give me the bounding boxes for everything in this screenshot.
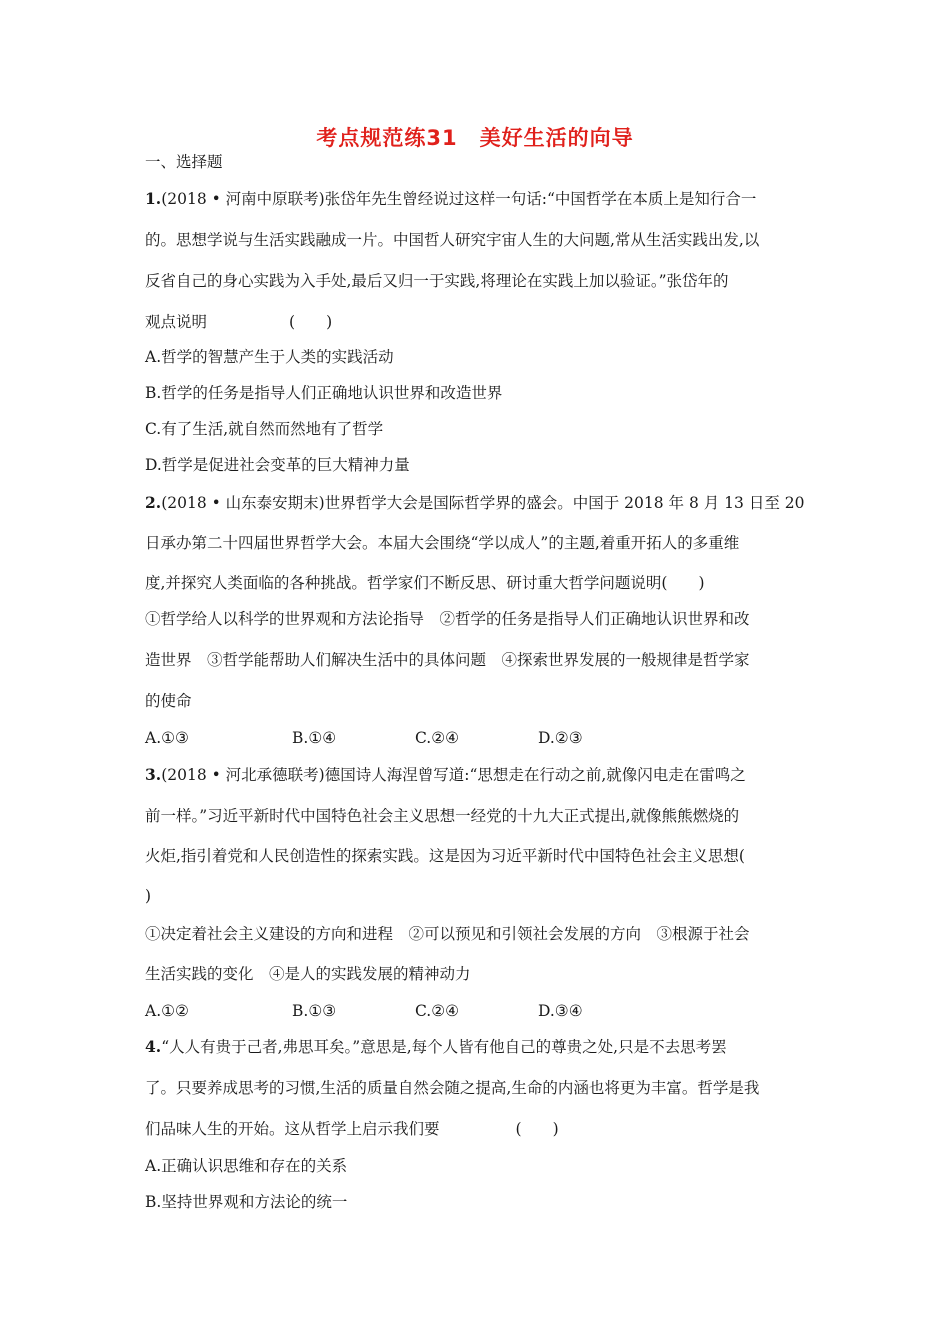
answer-bracket: ( ) [289, 313, 333, 331]
question-2-line-3: 度,并探究人类面临的各种挑战。哲学家们不断反思、研讨重大哲学问题说明( ) [145, 574, 705, 592]
question-1-option-d: D.哲学是促进社会变革的巨大精神力量 [145, 456, 410, 474]
question-2-line-2: 日承办第二十四届世界哲学大会。本届大会围绕“学以成人”的主题,着重开拓人的多重维 [145, 534, 740, 552]
question-4-option-a: A.正确认识思维和存在的关系 [145, 1157, 348, 1175]
question-3-number: 3. [145, 765, 162, 784]
question-4-number: 4. [145, 1037, 162, 1056]
question-3-option-a: A.①② [145, 1002, 189, 1020]
question-2-option-c: C.②④ [415, 729, 460, 747]
question-4-option-b: B.坚持世界观和方法论的统一 [145, 1193, 348, 1211]
question-2-option-b: B.①④ [292, 729, 337, 747]
question-2-option-d: D.②③ [538, 729, 583, 747]
question-1-option-a: A.哲学的智慧产生于人类的实践活动 [145, 348, 394, 366]
question-3-option-d: D.③④ [538, 1002, 583, 1020]
question-2-line-5: 造世界 ③哲学能帮助人们解决生活中的具体问题 ④探索世界发展的一般规律是哲学家 [145, 651, 750, 669]
question-1-line-4: 观点说明 ( ) [145, 313, 333, 331]
question-2-line-4: ①哲学给人以科学的世界观和方法论指导 ②哲学的任务是指导人们正确地认识世界和改 [145, 610, 750, 628]
question-3-line-3: 火炬,指引着党和人民创造性的探索实践。这是因为习近平新时代中国特色社会主义思想( [145, 847, 745, 865]
question-1-line-1: 1.(2018 • 河南中原联考)张岱年先生曾经说过这样一句话:“中国哲学在本质上是知行合一 [145, 189, 757, 208]
question-2-number: 2. [145, 493, 162, 512]
question-3-line-1: 3.(2018 • 河北承德联考)德国诗人海涅曾写道:“思想走在行动之前,就像闪电走在雷鸣之 [145, 765, 746, 784]
answer-bracket: ( ) [515, 1120, 559, 1138]
question-3-option-b: B.①③ [292, 1002, 337, 1020]
section-heading: 一、选择题 [145, 153, 223, 171]
question-1-line-2: 的。思想学说与生活实践融成一片。中国哲人研究宇宙人生的大问题,常从生活实践出发,以 [145, 231, 760, 249]
question-4-line-1: 4.“人人有贵于己者,弗思耳矣。”意思是,每个人皆有他自己的尊贵之处,只是不去思考罢 [145, 1037, 727, 1056]
question-2-line-6: 的使命 [145, 692, 192, 710]
page-title: 考点规范练31 美好生活的向导 [316, 126, 634, 150]
question-3-line-5: ①决定着社会主义建设的方向和进程 ②可以预见和引领社会发展的方向 ③根源于社会 [145, 925, 750, 943]
question-1-line-3: 反省自己的身心实践为入手处,最后又归一于实践,将理论在实践上加以验证。”张岱年的 [145, 272, 729, 290]
question-3-line-2: 前一样。”习近平新时代中国特色社会主义思想一经党的十九大正式提出,就像熊熊燃烧的 [145, 807, 740, 825]
question-2-line-1: 2.(2018 • 山东泰安期末)世界哲学大会是国际哲学界的盛会。中国于 2018 年 8 月 13 日至 20 [145, 493, 805, 512]
question-3-line-4: ) [145, 887, 152, 905]
question-4-line-2: 了。只要养成思考的习惯,生活的质量自然会随之提高,生命的内涵也将更为丰富。哲学是我 [145, 1079, 760, 1097]
question-3-line-6: 生活实践的变化 ④是人的实践发展的精神动力 [145, 965, 471, 983]
question-1-option-b: B.哲学的任务是指导人们正确地认识世界和改造世界 [145, 384, 503, 402]
question-2-option-a: A.①③ [145, 729, 189, 747]
question-3-option-c: C.②④ [415, 1002, 460, 1020]
question-1-option-c: C.有了生活,就自然而然地有了哲学 [145, 420, 384, 438]
question-1-number: 1. [145, 189, 162, 208]
question-4-line-3: 们品味人生的开始。这从哲学上启示我们要 ( ) [145, 1120, 559, 1138]
